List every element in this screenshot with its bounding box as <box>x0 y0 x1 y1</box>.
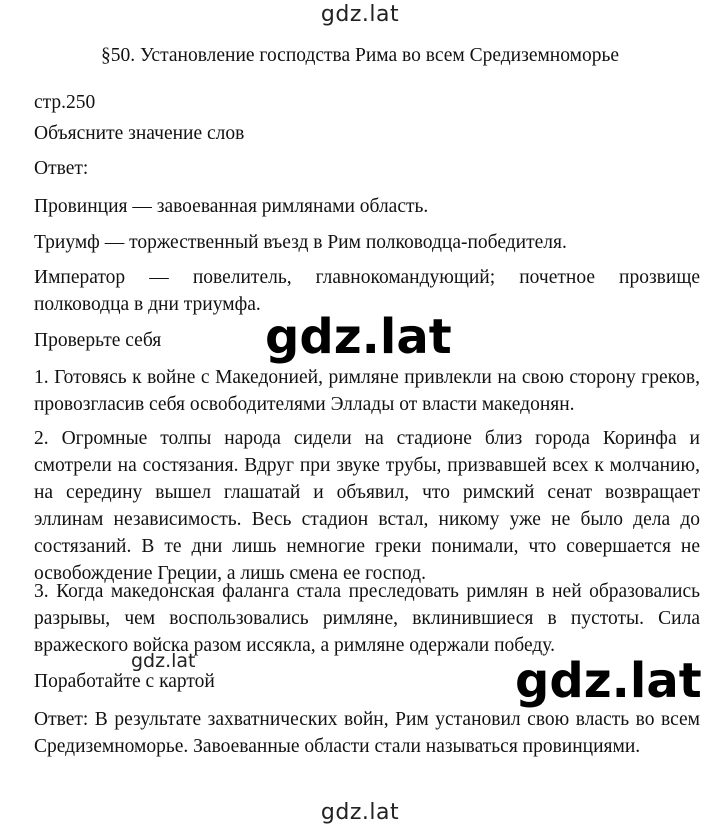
section-heading-map: Поработайте с картой <box>34 671 215 692</box>
page-title: §50. Установление господства Рима во всем Средиземноморье <box>100 45 620 66</box>
watermark-bottom: gdz.lat <box>320 800 400 825</box>
map-answer: Ответ: В результате захватнических войн, Рим установил свою власть во всем Средиземноморье. Завоеванные области стали называться провинциями. <box>34 709 700 757</box>
watermark-top: gdz.lat <box>320 2 400 27</box>
answer-label: Ответ: <box>34 158 89 179</box>
watermark-lower-right: gdz.lat <box>515 653 702 709</box>
answer-1: 1. Готовясь к войне с Македонией, римляне привлекли на свою сторону греков, провозгласив себя освободителями Эллады от власти македонян. <box>34 367 700 415</box>
watermark-middle: gdz.lat <box>265 309 452 365</box>
answer-2: 2. Огромные толпы народа сидели на стадионе близ города Коринфа и смотрели на состязания. Вдруг при звуке трубы, призвавшей всех к молчанию, на середину вышел глашатай и объявил, что римский сенат возвращает эллинам независимость. Весь стадион встал, никому уже не было дела до состязаний. В те дни лишь немногие греки понимали, что совершается не освобождение Греции, а лишь смена ее господ. <box>34 428 700 584</box>
definition-province: Провинция — завоеванная римлянами область. <box>34 196 429 217</box>
answer-3: 3. Когда македонская фаланга стала преследовать римлян в ней образовались разрывы, чем воспользовались римляне, вклинившиеся в пустоты. Сила вражеского войска разом иссякла, а римляне одержали победу. <box>34 581 700 656</box>
definition-triumph: Триумф — торжественный въезд в Рим полководца-победителя. <box>34 232 567 253</box>
page-reference: стр.250 <box>34 92 96 113</box>
section-heading-check: Проверьте себя <box>34 330 162 351</box>
section-heading-words: Объясните значение слов <box>34 123 245 144</box>
watermark-lower-small: gdz.lat <box>131 650 196 672</box>
definition-emperor: Император — повелитель, главнокомандующий; почетное прозвище полководца в дни триумфа. <box>34 267 700 315</box>
